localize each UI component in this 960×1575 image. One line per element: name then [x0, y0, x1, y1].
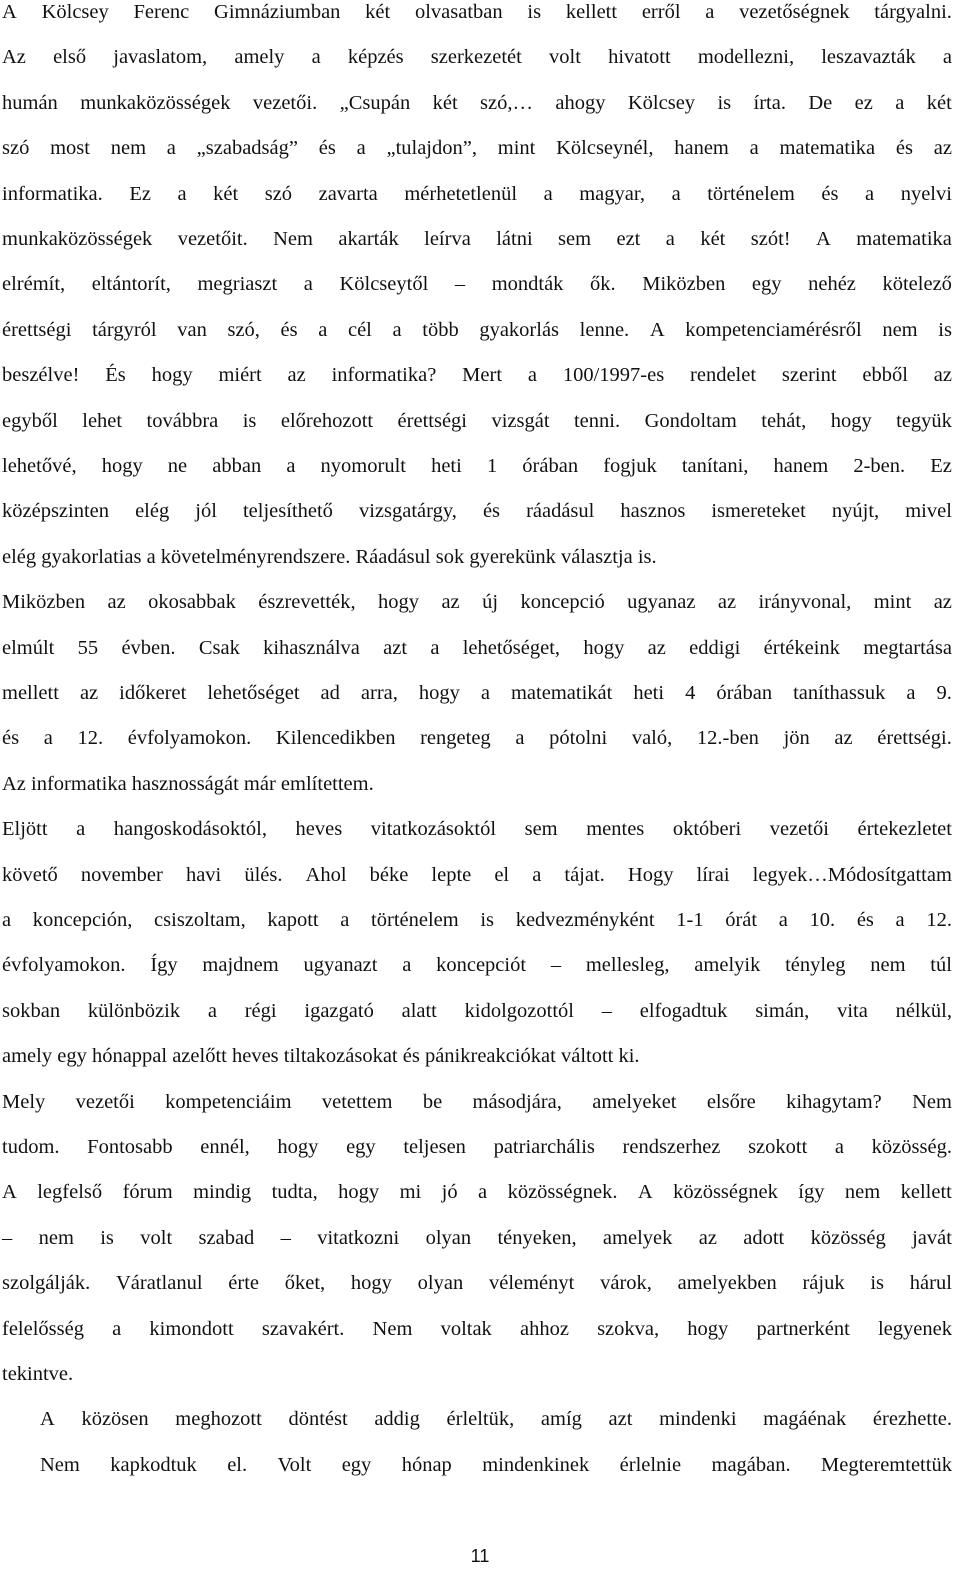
text-line: – nem is volt szabad – vitatkozni olyan tényeken, amelyek az adott közösség javát	[2, 1226, 952, 1249]
text-line: elmúlt 55 évben. Csak kihasználva azt a lehetőséget, hogy az eddigi értékeink megtartása	[2, 636, 952, 659]
text-line: Az informatika hasznosságát már említettem.	[2, 772, 374, 795]
text-line: elrémít, eltántorít, megriaszt a Kölcseytől – mondták ők. Miközben egy nehéz kötelező	[2, 273, 952, 296]
text-line: Eljött a hangoskodásoktól, heves vitatkozásoktól sem mentes októberi vezetői értekezletet	[2, 818, 952, 841]
text-line: felelősség a kimondott szavakért. Nem voltak ahhoz szokva, hogy partnerként legyenek	[2, 1317, 952, 1340]
text-line: informatika. Ez a két szó zavarta mérhetetlenül a magyar, a történelem és a nyelvi	[2, 182, 952, 205]
text-line: munkaközösségek vezetőit. Nem akarták leírva látni sem ezt a két szót! A matematika	[2, 228, 952, 250]
text-line: A legfelső fórum mindig tudta, hogy mi jó a közösségnek. A közösségnek így nem kellett	[2, 1181, 952, 1204]
text-line: mellett az időkeret lehetőséget ad arra, hogy a matematikát heti 4 órában taníthassuk a 9.	[2, 682, 952, 704]
text-line: egyből lehet továbbra is előrehozott érettségi vizsgát tenni. Gondoltam tehát, hogy tegyük	[2, 409, 952, 432]
text-line: lehetővé, hogy ne abban a nyomorult heti 1 órában fogjuk tanítani, hanem 2-ben. Ez	[2, 455, 952, 477]
text-line: a koncepción, csiszoltam, kapott a történelem is kedvezményként 1-1 órát a 10. és a 12.	[2, 909, 952, 931]
text-line: érettségi tárgyról van szó, és a cél a több gyakorlás lenne. A kompetenciamérésről nem is	[2, 318, 952, 341]
text-line: követő november havi ülés. Ahol béke lepte el a tájat. Hogy lírai legyek…Módosítgattam	[2, 863, 952, 886]
text-line: beszélve! És hogy miért az informatika? Mert a 100/1997-es rendelet szerint ebből az	[2, 364, 952, 387]
text-line: és a 12. évfolyamokon. Kilencedikben rengeteg a pótolni való, 12.-ben jön az érettségi.	[2, 727, 952, 750]
text-line: Mely vezetői kompetenciáim vetettem be másodjára, amelyeket elsőre kihagytam? Nem	[2, 1090, 952, 1113]
text-line: elég gyakorlatias a követelményrendszere. Ráadásul sok gyerekünk választja is.	[2, 545, 657, 568]
text-line: A közösen meghozott döntést addig érleltük, amíg azt mindenki magáénak érezhette.	[40, 1408, 952, 1431]
text-line: szó most nem a „szabadság” és a „tulajdon”, mint Kölcseynél, hanem a matematika és az	[2, 137, 952, 160]
text-line: Miközben az okosabbak észrevették, hogy az új koncepció ugyanaz az irányvonal, mint az	[2, 591, 952, 614]
text-line: Nem kapkodtuk el. Volt egy hónap mindenkinek érlelnie magában. Megteremtettük	[40, 1453, 952, 1476]
text-line: humán munkaközösségek vezetői. „Csupán két szó,… ahogy Kölcsey is írta. De ez a két	[2, 91, 952, 114]
text-line: szolgálják. Váratlanul érte őket, hogy olyan véleményt várok, amelyekben rájuk is hárul	[2, 1272, 952, 1295]
text-line: évfolyamokon. Így majdnem ugyanazt a koncepciót – mellesleg, amelyik tényleg nem túl	[2, 954, 952, 977]
text-line: sokban különbözik a régi igazgató alatt kidolgozottól – elfogadtuk simán, vita nélkül,	[2, 999, 952, 1022]
text-line: amely egy hónappal azelőtt heves tiltakozásokat és pánikreakciókat váltott ki.	[2, 1045, 640, 1068]
text-line: Az első javaslatom, amely a képzés szerkezetét volt hivatott modellezni, leszavazták a	[2, 46, 952, 69]
text-line: tekintve.	[2, 1363, 74, 1385]
text-line: A Kölcsey Ferenc Gimnáziumban két olvasatban is kellett erről a vezetőségnek tárgyalni.	[2, 1, 952, 23]
text-line: középszinten elég jól teljesíthető vizsgatárgy, és ráadásul hasznos ismereteket nyújt, mivel	[2, 500, 952, 523]
text-line: tudom. Fontosabb ennél, hogy egy teljesen patriarchális rendszerhez szokott a közösség.	[2, 1136, 952, 1158]
page-number: 11	[470, 1546, 490, 1566]
